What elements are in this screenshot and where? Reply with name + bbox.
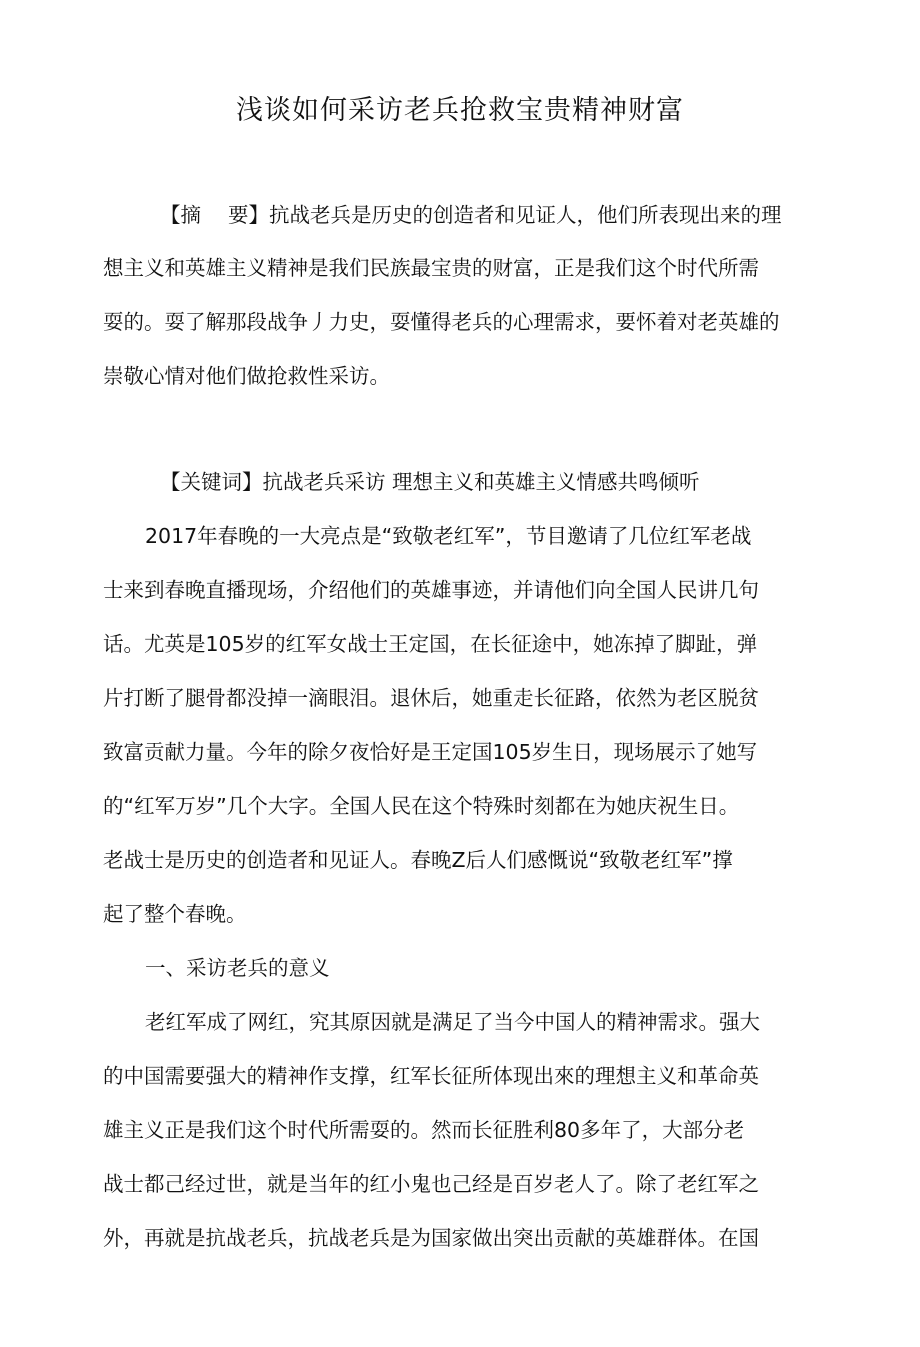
body-paragraph-1-line: 话。尤英是105岁的红军女战士王定国，在长征途中，她冻掉了脚趾，弹 — [103, 632, 758, 656]
abstract-line-2: 想主义和英雄主义精神是我们民族最宝贵的财富，正是我们这个时代所需 — [103, 256, 759, 280]
body-paragraph-1-line: 致富贡献力量。今年的除夕夜恰好是王定国105岁生日，现场展示了她写 — [103, 740, 758, 764]
body-paragraph-1-line: 的“红军万岁”几个大字。全国人民在这个特殊时刻都在为她庆祝生日。 — [103, 794, 740, 818]
body-paragraph-1-line: 片打断了腿骨都没掉一滴眼泪。退休后，她重走长征路，依然为老区脱贫 — [103, 686, 759, 710]
body-paragraph-2-line: 老红军成了网红，究其原因就是满足了当今中国人的精神需求。强大 — [145, 1010, 760, 1034]
document-title: 浅谈如何采访老兵抢救宝贵精神财富 — [236, 95, 684, 126]
abstract-line-3: 耍的。耍了解那段战争丿力史，耍懂得老兵的心理需求，要怀着对老英雄的 — [103, 310, 780, 334]
body-paragraph-2-line: 战士都己经过世，就是当年的红小鬼也己经是百岁老人了。除了老红军之 — [103, 1172, 759, 1196]
body-paragraph-1-line: 起了整个春晚。 — [103, 902, 247, 926]
abstract-line-1: 【摘 要】抗战老兵是历史的创造者和见证人，他们所表现出来的理 — [160, 203, 782, 227]
section-heading: 一、采访老兵的意义 — [145, 956, 330, 980]
abstract-line-4: 崇敬心情对他们做抢救性采访。 — [103, 364, 390, 388]
body-paragraph-2-line: 外，再就是抗战老兵，抗战老兵是为国家做出突出贡献的英雄群体。在国 — [103, 1226, 759, 1250]
body-paragraph-1-line: 士来到春晚直播现场，介绍他们的英雄事迹，并请他们向全国人民讲几句 — [103, 578, 759, 602]
keywords-line: 【关键词】抗战老兵采访 理想主义和英雄主义情感共鸣倾听 — [160, 470, 700, 494]
body-paragraph-1-line: 老战士是历史的创造者和见证人。春晚Z后人们感慨说“致敬老红军”撑 — [103, 848, 733, 872]
body-paragraph-2-line: 雄主义正是我们这个时代所需耍的。然而长征胜利80多年了，大部分老 — [103, 1118, 745, 1142]
body-paragraph-2-line: 的中国需要强大的精神作支撑，红军长征所体现出來的理想主义和革命英 — [103, 1064, 759, 1088]
body-paragraph-1-line: 2017年春晚的一大亮点是“致敬老红军”，节目邀请了几位红军老战 — [145, 524, 752, 548]
